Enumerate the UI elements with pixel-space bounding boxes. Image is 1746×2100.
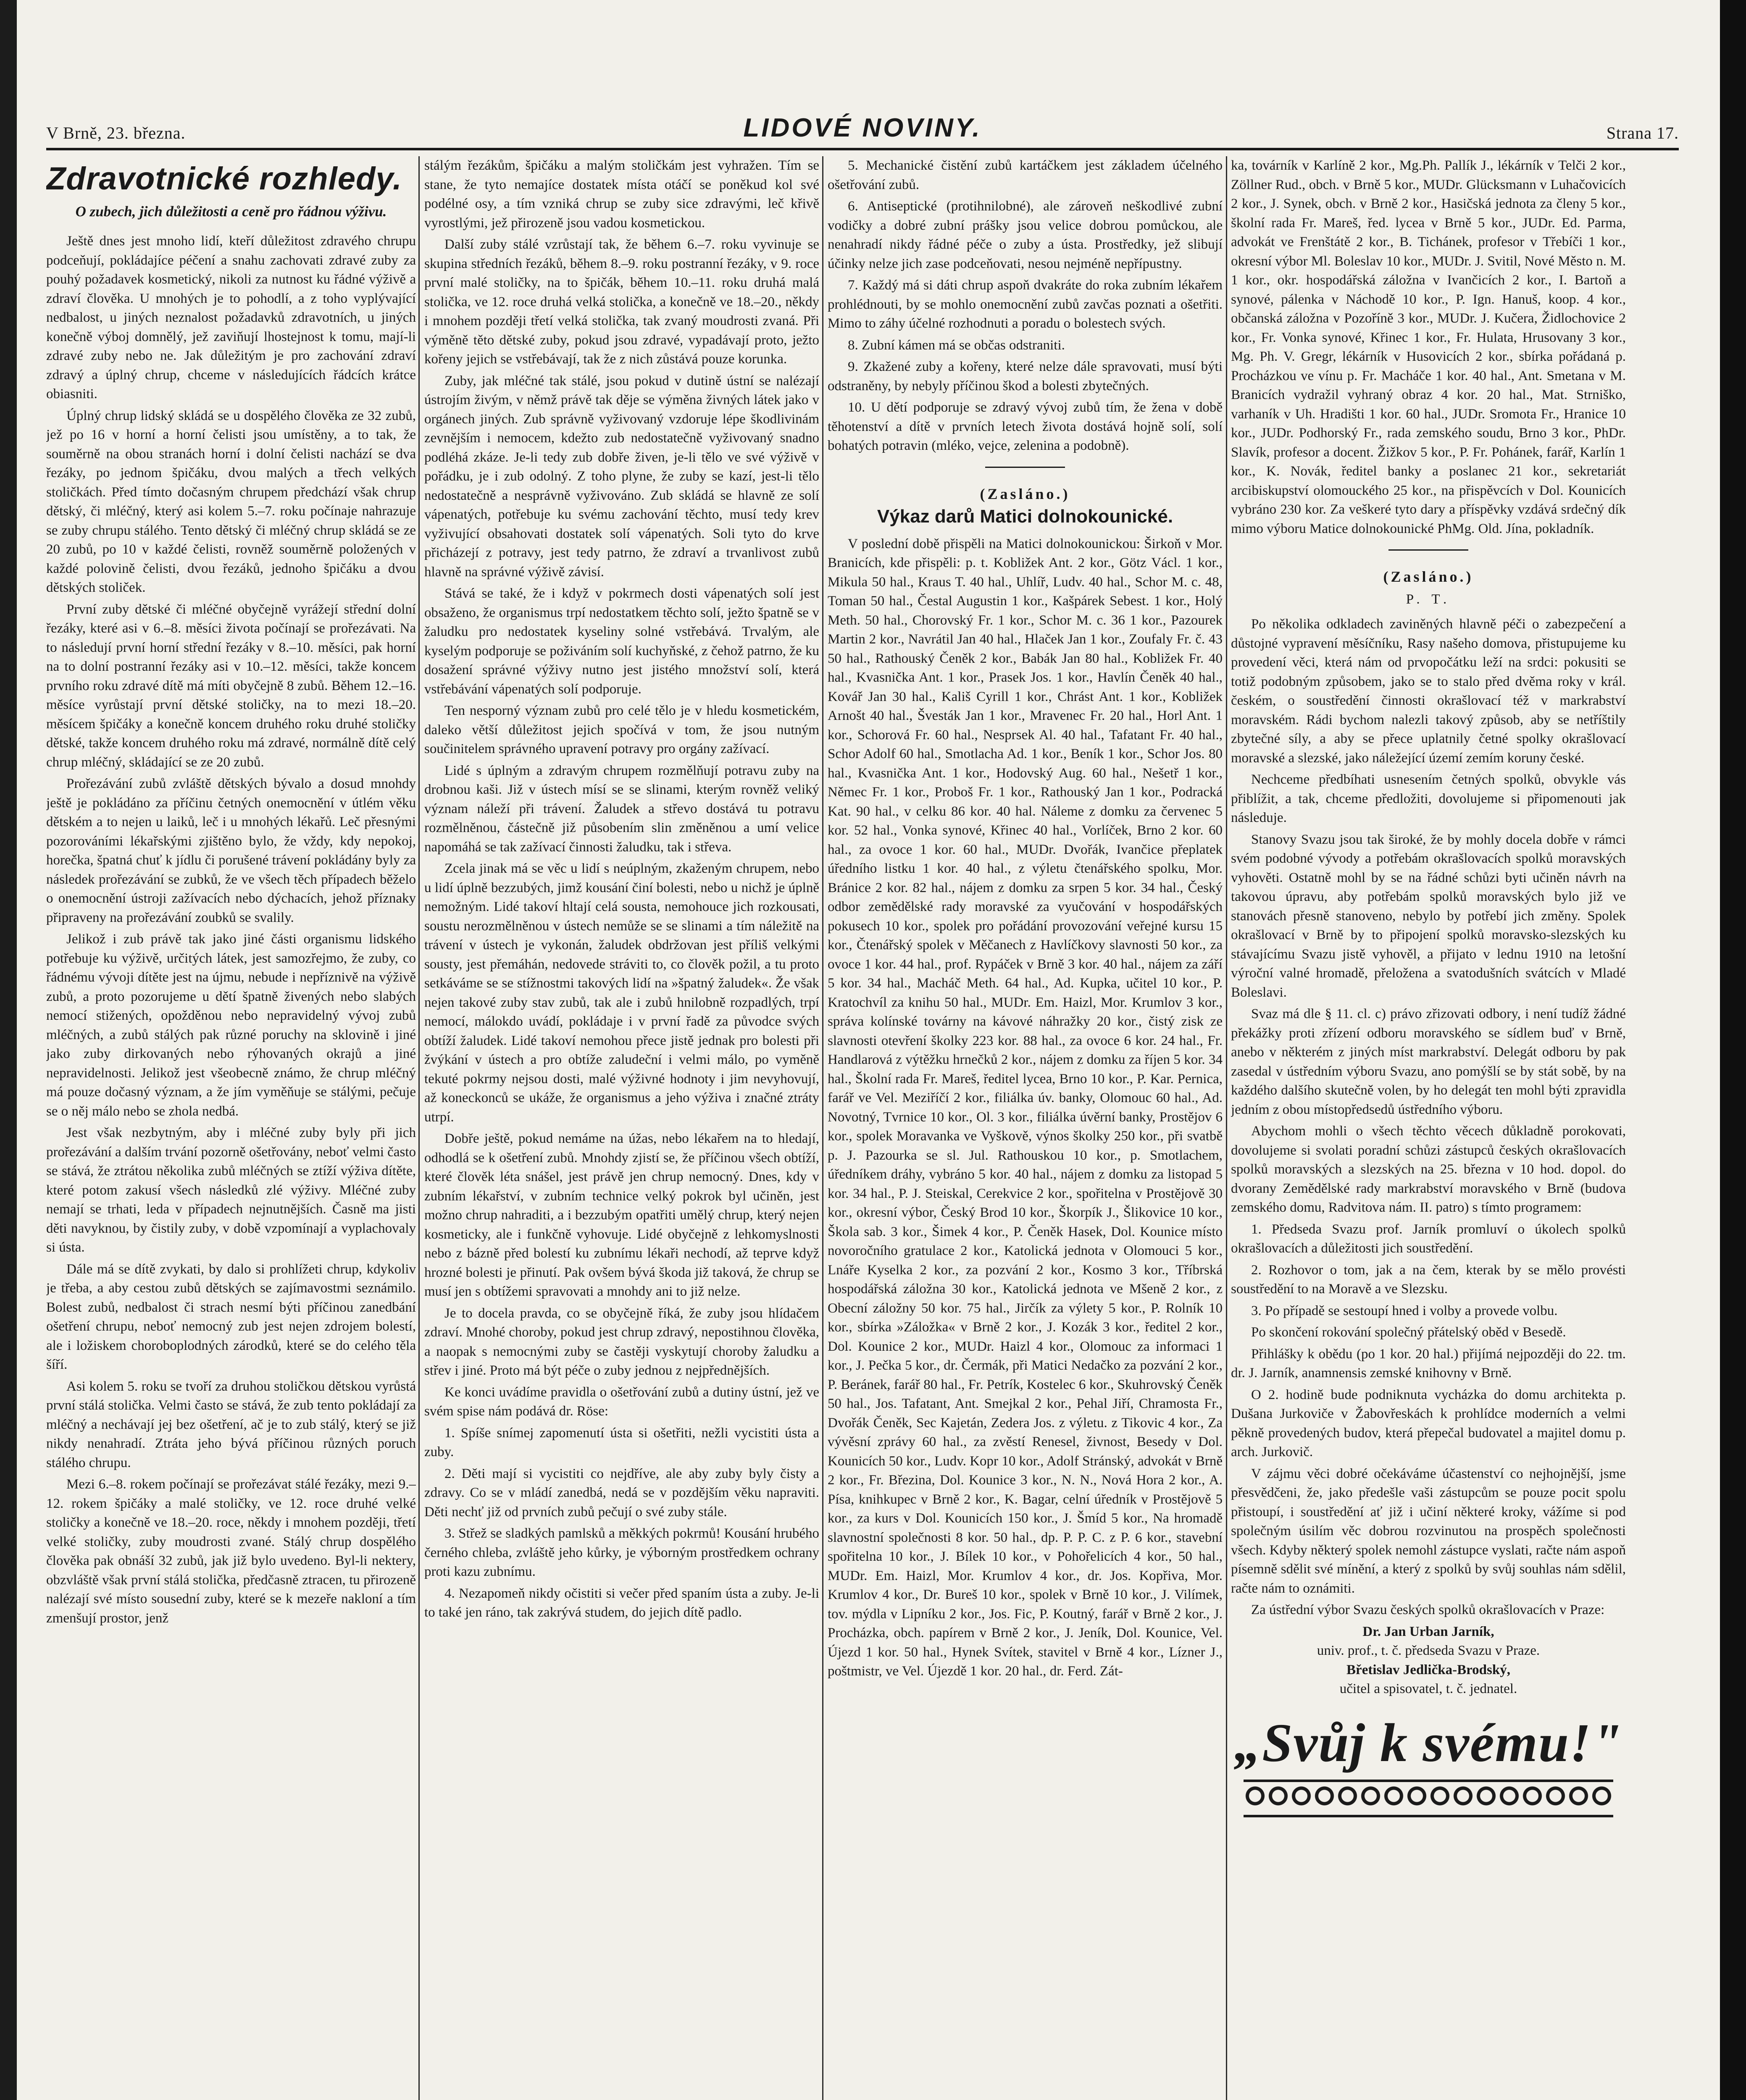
list-item: 9. Zkažené zuby a kořeny, které nelze dále spravovati, musí býti odstraněny, by nebyly příčinou škod a bolesti zbytečných. (828, 359, 1223, 394)
section-divider (1388, 549, 1468, 551)
paragraph: Stává se také, že i když v pokrmech dosti vápenatých solí jest obsaženo, že organismus trpí nedostatkem těchto solí, ježto špatně se v žaludku pro nedostatek kyseliny solné vstřebává. Trvalým, ale kyselým podporuje se poživáním solí kuchyňské, z čehož patrno, že ku dosažení správné výživy nutno jest jistého množství solí, která vstřebávání vápenatých solí podporuje. (424, 586, 819, 697)
paragraph: Dále má se dítě zvykati, by dalo si prohlížeti chrup, kdykoliv je třeba, a aby cestou zubů dětských se zajímavostmi seznámilo. Bolest zubů, nedbalost či strach nesmí býti příčinou zanedbání ošetření chrupu, neboť nemocný zub jest nejen zdrojem bolestí, ale i ložiskem choroboplodných zárodků, které se do celého těla šíří. (46, 1261, 416, 1372)
paragraph: ka, továrník v Karlíně 2 kor., Mg.Ph. Pallík J., lékárník v Telči 2 kor., Zöllner Rud., obch. v Brně 5 kor., MUDr. Glücksmann v Luhačovicích 2 kor., J. Synek, obch. v Brně 2 kor., Hasičská jednota za členy 5 kor., školní rada Fr. Mareš, řed. lycea v Brně 5 kor., JUDr. Ed. Parma, advokát ve Frenštátě 2 kor., B. Tichánek, profesor v Třebíči 1 kor., okresní výbor Ml. Boleslav 10 kor., MUDr. J. Svitil, Nové Město n. M. 1 kor., okr. hospodářská záložna v Ivančicích 2 kor., I. Bartoň a synové, pálenka v Náchodě 10 kor., P. Ign. Hanuš, koop. 4 kor., občanská záložna v Pozoříně 3 kor., MUDr. J. Kučera, Židlochovice 2 kor., Fr. Vonka synové, Křinec 1 kor., Fr. Hulata, Hrusovany 3 kor., Mg. Ph. V. Gregr, lékárník v Husovicích 2 kor., sbírka pořádaná p. Procházkou ve vínu p. Fr. Macháče 1 kor. 40 hal., Ant. Smetana v M. Branicích vydražil vyhraný obraz 4 kor. 20 hal., Mat. Strniško, varhaník v Uh. Hradišti 1 kor. 60 hal., JUDr. Sromota Fr., Hranice 10 kor., JUDr. Podhorský Fr., rada zemského soudu, Brno 3 kor., PhDr. Slavík, profesor a docent. Žižkov 5 kor., P. Fr. Pohánek, farář, Karlín 1 kor., K. Novák, ředitel banky a poslanec 21 kor., sekretariát arcibiskupství olomouckého 25 kor., na přispěvcích v Dol. Kounicích vybráno 230 kor. Za veškeré tyto dary a příspěvky vzdává srdečný dík mimo výboru Matice dolnokounické PhMg. Old. Jína, pokladník. (1231, 158, 1626, 536)
paragraph: Další zuby stálé vzrůstají tak, že během 6.–7. roku vyvinuje se skupina středních řezáků, během 8.–9. roku postranní řezáky, v 9. roce první malé stoličky, na to špičák, během 10.–11. roku druhá malá stolička, ve 12. roce druhá velká stolička, a konečně ve 18.–20., někdy i mnohem později třetí velká stolička, tak zvaný moudrosti zvaná. Při výměně těto dětské zuby, pokud jsou zdravé, vypadávají proto, ježto kořeny jejich se vstřebávají, tak že z nich zůstává pouze korunka. (424, 237, 819, 367)
signer-title: univ. prof., t. č. předseda Svazu v Praze. (1317, 1643, 1540, 1658)
salutation: P. T. (1406, 591, 1451, 607)
scan-edge-left (0, 0, 17, 2100)
masthead-title: LIDOVÉ NOVINY. (743, 113, 982, 142)
column-3 (828, 156, 1223, 2100)
list-item: 3. Po případě se sestoupí hned i volby a provede volbu. (1251, 1303, 1558, 1318)
paragraph: Stanovy Svazu jsou tak široké, že by mohly docela dobře v rámci svém podobné vývody a potřebám okrašlovacích spolků moravských vyhověti. Ostatně mohl by se na řádné schůzi byti učiněn návrh na takovou úpravu, aby potřebám spolků moravských bylo již ve stanovách přesně stanoveno, nebylo by potřebí jich změny. Spolek okrašlovací v Brně by to připojení spolků moravsko-slezských ku stávajícímu Svazu jistě vyhověl, a přijato v lednu 1910 na letošní výroční valné hromadě, přeložena a svatodušních svátcích v Mladé Boleslavi. (1231, 832, 1626, 1000)
paragraph: Ještě dnes jest mnoho lidí, kteří důležitost zdravého chrupu podceňují, pokládajíce péčení a snahu zachovati zdravé zuby za pouhý požadavek kosmetický, nikoli za nutnost ku řádné výživě a zdraví člověka. U mnohých je to pohodlí, a z toho vyplývající nedbalost, u jiných neznalost požadavků zdravotních, u jiných konečně výboj domnělý, jež zaviňují lhostejnost k tomu, mají-li zdravé zuby nebo ne. Jak důležitým je pro zachování zdraví zdravý a úplný chrup, chceme v následujících řádcích krátce obiasniti. (46, 234, 416, 402)
scan-edge-right (1720, 0, 1746, 2100)
paragraph: Úplný chrup lidský skládá se u dospělého člověka ze 32 zubů, jež po 16 v horní a horní čelisti jsou umístěny, a to tak, že souměrně na obou stranách horní i dolní čelisti nachází se dva řezáky, po jednom špičáku, dvou malých a třech velkých stoličkách. Před tímto dočasným chrupem předchází však chrup dětský, či mléčný, který asi kolem 5.–7. roku počínaje nahrazuje se zuby chrupu stálého. Tento dětský či mléčný chrup skládá se ze 20 zubů, po 10 v každé čelisti, rovněž souměrně položených v každé polovině čelisti, dvou řezáků, jednoho špičáku a dvou dětských stoliček. (46, 408, 416, 595)
paragraph: Zcela jinak má se věc u lidí s neúplným, zkaženým chrupem, nebo u lidí úplně bezzubých, jimž kousání činí bolesti, nebo u nichž je úplně nemožným. Lidé takoví hltají celá sousta, nemohouce jich rozkousati, soustu nerozmělněnou v ústech nemůže se se slinami a tím náležitě na trávení v ústech je vykonán, žaludek obdržovan jest příliš velkými sousty, jest přemáhán, nedovede stráviti to, co člověk požil, a tu proto setkáváme se se stížnostmi takových lidí na »špatný žaludek«. Že však nejen takové zuby stav zubů, tak ale i zubů hnilobně rozpadlých, trpí nemocí, málokdo uvádí, pokládaje i v první řadě za původce svých obtíží žaludek. Lidé takoví nemohou přece jistě jednak pro bolesti při žvýkání v ústech a pro obtíže zaludeční i velmi málo, po vyměně tekuté pokrmy nejsou dosti, malé výživné hodnoty i jim nevyhovují, až koneckonců se ukáže, že organismus a jeho výživa i značné ztráty utrpí. (424, 861, 819, 1125)
paragraph: Svaz má dle § 11. cl. c) právo zřizovati odbory, i není tudíž žádné překážky proti zřízení odboru moravského se sídlem buď v Brně, anebo v některém z jiných míst markrabství. Delegát odboru by pak zasedal v ústředním výboru Svazu, ano pomýšlí se by stát sobě, by na každého dalšího skutečně volen, by ho delegát ten mohl býti zpravidla jedním z obou místopředsedů ústředního výboru. (1231, 1006, 1626, 1117)
paragraph: Dobře ještě, pokud nemáme na úžas, nebo lékařem na to hledají, odhodlá se k ošetření zubů. Mnohdy zjistí se, že příčinou všech obtíží, které člověk léta snášel, jest právě jen chrup nemocný. Dnes, kdy v zubním lékařství, v zubním technice velký pokrok byl učiněn, jest možno chrup nahraditi, a i bezzubým opatřiti umělý chrup, který nejen kosmeticky, ale i funkčně vyhovuje. Lidé obyčejně z lehkomyslnosti nebo z bázně před bolestí ku zubnímu lékaři nechodí, až teprve když hrozné bolesti je přinutí. Pak ovšem bývá škoda již taková, že chrup se musí jen s obtížemi spravovati a mnohdy ani to již nelze. (424, 1131, 819, 1299)
list-item: 1. Spíše snímej zapomenutí ústa si ošetřiti, nežli vycistiti ústa a zuby. (424, 1425, 819, 1460)
paragraph: stálým řezákům, špičáku a malým stoličkám jest vyhražen. Tím se stane, že tyto nemajíce dostatek místa otáčí se poněkud kol své podélné osy, a tím vzniká chrup se zuby sice zdravými, leč křivě vyrostlými, jež přirozeně jsou vadou kosmetickou. (424, 158, 819, 231)
paragraph: Zuby, jak mléčné tak stálé, jsou pokud v dutině ústní se nalézají ústrojím živým, v němž právě tak děje se výměna živných látek jako v orgánech jiných. Zub správně vyživovaný vzdoruje lépe škodlivinám zevnějším i nemocem, kdežto zub nedostatečně vyživovaný snadno podléhá zkáze. Je-li tedy zub dobře živen, je-li tělo ve své výživě v pořádku, je i zub odolný. Z toho plyne, že zuby se kazí, jest-li tělo nedostatečně a nesprávně vyživováno. Zub skládá se hlavně ze solí vápenatých, potřebuje ku svému zachování těchto, musí tedy krev vyživující obsahovati dostatek solí vápenatých. Soli tyto do krve přicházejí z potravy, jest tedy patrno, že zdraví a trvanlivost zubů hlavně na správné výživě závisí. (424, 373, 819, 580)
paragraph: Přihlášky k obědu (po 1 kor. 20 hal.) přijímá nejpozději do 22. tm. dr. J. Jarník, anamnensis zemské knihovny v Brně. (1231, 1346, 1626, 1381)
paragraph: Ten nesporný význam zubů pro celé tělo je v hledu kosmetickém, daleko větší důležitost jejich spočívá v tom, že jsou nutným součinitelem správného upravení potravy pro orgány zažívací. (424, 703, 819, 756)
section-tag-zaslano: (Zasláno.) (980, 485, 1070, 502)
article-title-health: Zdravotnické rozhledy. (46, 161, 402, 197)
paragraph: V poslední době přispěli na Matici dolnokounickou: Širkoň v Mor. Branicích, kde přispěli: p. t. Kobližek Ant. 2 kor., Götz Václ. 1 kor., Mikula 50 hal., Kraus T. 40 hal., Uhlíř, Ludv. 40 hal., Schor M. c. 48, Toman 50 hal., Čestal Augustin 1 kor., Kašpárek Sebest. 1 kor., Holý Meth. 50 hal., Chorovský Fr. 1 kor., Schor M. c. 36 1 kor., Pazourek Martin 2 kor., Navrátil Jan 40 hal., Hlaček Jan 1 kor., Zoufaly Fr. č. 43 50 hal., Rathouský Čeněk 2 kor., Babák Jan 80 hal., Kobližek Fr. 40 hal., Kvasnička Ant. 1 kor., Prasek Jos. 1 kor., Havlín Čeněk 40 hal., Kovář Jan 30 hal., Kališ Cyrill 1 kor., Chrást Ant. 1 kor., Kobližek Arnošt 40 hal., Švesták Jan 1 kor., Mravenec Fr. 20 hal., Horl Ant. 1 kor., Schorová Fr. 60 hal., Nesprsek Al. 40 hal., Tafatant Fr. 40 hal., Schor Adolf 60 hal., Smotlacha Ad. 1 kor., Beník 1 kor., Schor Jos. 80 hal., Kvasnička Ant. 1 kor., Hodovský Aug. 60 hal., Nešetř 1 kor., Němec Fr. 1 kor., Proboš Fr. 1 kor., Rathouský Jan 1 kor., Podracká Kat. 90 hal., v celku 86 kor. 40 hal. Náleme z domku za červenec 5 kor. 52 hal., Vonka synové, Křinec 40 hal., Vorlíček, Brno 2 kor. 60 hal., za ovoce 1 kor. 60 hal., MUDr. Dvořák, Ivančice přeplatek úředního listku 1 kor. 40 hal., z výletu čtenářského spolku, Mor. Bránice 2 kor. 82 hal., nájem z domku za srpen 5 kor. 34 hal., Český odbor zemědělské rady moravské za vyučování v hospodářských pokusech 10 kor., spolek pro pořádání provozování veřejné kursu 15 kor., Čtenářský spolek v Měčanech z Havlíčkovy slavnosti 50 kor., za ovoce 1 kor. 44 hal., prof. Rypáček v Brně 3 kor. 40 hal., nájem za září 5 kor. 34 hal., Macháč Meth. 64 hal., Ad. Kupka, učitel 10 kor., P. Kratochvíl za knihu 50 hal., MUDr. Em. Haizl, Mor. Krumlov 3 kor., správa kolínské továrny na kávové náhražky 20 kor., čistý zisk ze slavnosti otevření školky 223 kor. 88 hal., za ovoce 6 kor. 24 hal., Fr. Handlarová z výtěžku hrnečků 2 kor., nájem z domku za říjen 5 kor. 34 hal., Školní rada Fr. Mareš, ředitel lycea, Brno 10 kor., P. Kar. Pernica, farář ve Vel. Meziříčí 2 kor., filiálka úv. banky, Olomouc 60 hal., Ad. Novotný, Tvrnice 10 kor., Ol. 3 kor., filiálka úvěrní banky, Prostějov 6 kor., spolek Moravanka ve Vyškově, výnos školky 250 kor., při svatbě p. J. Pazourka se sl. Jul. Rathouskou 10 kor., p. Smotlachem, úředníkem dráhy, vybráno 5 kor. 40 hal., nájem z domku za listopad 5 kor. 34 hal., P. J. Steiskal, Cerekvice 2 kor., spořitelna v Prostějově 30 kor., okresní výbor, Český Brod 10 kor., Škorpík J., Šlikovice 10 kor., Škola sab. 3 kor., Šimek 4 kor., P. Čeněk Hasek, Dol. Kounice místo novoročního gratulace 2 kor., Katolická jednota v Olomouci 5 kor., Lnáře Kyselka 2 kor., za pozvání 2 kor., Kosmo 3 kor., Tříbrská hospodářská záložna 30 kor., Katolická jednota ve Mšeně 2 kor., z Obecní záložny 50 kor. 75 hal., Jirčík za výlety 5 kor., P. Rolník 10 kor., sbírka »Záložka« v Brně 2 kor., J. Kozák 3 kor., ředitel 2 kor., Dol. Kounice 2 kor., MUDr. Haizl 4 kor., Olomouc za informaci 1 kor., J. Pečka 5 kor., dr. Čermák, při Matici Nedačko za pozvání 2 kor., P. Beránek, farář 80 hal., Fr. Petrík, Kostelec 6 kor., Skuhrovský Čeněk 50 hal., Jos. Tafatant, Ant. Smejkal 2 kor., Pehal Jiří, Chramosta Fr., Dvořák Čeněk, Sec Kajetán, Zedera Jos. z výletu. z Tikovic 4 kor., Za vývěsní zprávy 60 hal., za zvěstí Renesel, živnost, Besedy v Dol. Kounicích 50 kor., Ludv. Kopr 10 kor., Adolf Stránský, advokát v Brně 2 kor., Fr. Březina, Dol. Kounice 3 kor., N. N., Nová Hora 2 kor., A. Písa, knihkupec v Brně 2 kor., K. Bagar, celní úředník v Prostějově 5 kor., za kurs v Dol. Kounicích 150 kor., J. Šmíd 5 kor., Na hromadě slavnostní společnosti 8 kor. 50 hal., dp. P. P. C. z P. 6 kor., stavební spořitelna 10 kor., J. Bílek 10 kor., v Pohořelicích 4 kor., 50 hal., MUDr. Em. Haizl, Mor. Krumlov 4 kor., dr. Jos. Kopřiva, Mor. Krumlov 4 kor., Dr. Bureš 10 kor., spolek v Brně 10 kor., J. Vilímek, tov. mýdla v Lipníku 2 kor., Jos. Fic, P. Koutný, farář v Brně 2 kor., J. Procházka, obch. papírem v Brně 2 kor., J. Jeník, Dol. Kounice, Vel. Újezd 1 kor. 50 hal., Hynek Svítek, stavitel v Brně 4 kor., Lízner J., poštmistr, ve Vel. Újezdě 1 kor. 20 hal., dr. Ferd. Zát- (828, 536, 1223, 1679)
motto-block (1231, 1712, 1626, 1817)
paragraph: Nechceme předbíhati usnesením četných spolků, obvykle vás přiblížit, a tak, chceme předložiti, dovolujeme si připomenouti jak následuje. (1231, 772, 1626, 825)
signer-title: učitel a spisovatel, t. č. jednatel. (1339, 1681, 1517, 1696)
list-item: 4. Nezapomeň nikdy očistiti si večer před spaním ústa a zuby. Je-li to také jen ráno, tak zakrývá studem, do jejich dítě padlo. (424, 1586, 819, 1620)
list-item: 7. Každý má si dáti chrup aspoň dvakráte do roka zubním lékařem prohlédnouti, by se mohlo onemocnění zubů zavčas poznati a ošetřiti. Mimo to záhy účelné rozhodnuti a poradu o bolestech svých. (828, 278, 1223, 331)
paragraph: Jelikož i zub právě tak jako jiné části organismu lidského potřebuje ku výživě, určitých látek, jest samozřejmo, že zuby, co řádnému vývoji dítěte jest na újmu, nebude i nepříznivě na výživě zubů, a proto pozorujeme u dětí špatně živených nebo slabých nemocí stižených, opožděnou nebo nepravidelný vývoj zubů mléčných, a zubů stálých pak různé poruchy na sklovině i jiné jako zuby dirkovaných nebo rýhovaných okrajů a jiné nepravidelnosti. Jelikož jest všeobecně známo, že chrup mléčný má pouze dočasný význam, a že jím vyměňuje se stálými, pečuje se o něj málo nebo se zhola nedbá. (46, 932, 416, 1119)
paragraph: V zájmu věci dobré očekáváme účastenství co nejhojnější, jsme přesvědčeni, že, jako předešle vaši zástupcům se pouze pocit spolu přistoupí, i soustředění ať již i učiní některé kroky, vážíme si pod společným úsilím věc dobrou rozvinutou na prospěch společnosti všech. Kdyby některý spolek nemohl zástupce vyslati, račte nám aspoň písemně sdělit své mínění, a který z spolků by svůj souhlas nám sdělil, račte nám to oznámiti. (1231, 1466, 1626, 1596)
column-divider (822, 156, 823, 2100)
list-item: 8. Zubní kámen má se občas odstraniti. (848, 337, 1065, 353)
column-divider (418, 156, 420, 2100)
motto-text: „Svůj k svému!" (1234, 1712, 1623, 1773)
section-title-donations: Výkaz darů Matici dolnokounické. (877, 506, 1173, 527)
paragraph: Po několika odkladech zaviněných hlavně péči o zabezpečení a důstojné vypravení měsíčníku, Rasy našeho domova, přistupujeme ku provedení věci, která nám od prvopočátku leží na srdci: pokusiti se totiž podobným způsobem, jako se to stalo před dvěma roky v král. českém, o soustředění činnosti okrašlovací též v markrabství moravském. Rádi bychom nalezli takový způsob, aby se netříštily zbytečné síly, a aby se přece uplatnily četné spolky okrašlovací moravské a slezské, jako náležející území zemím koruny české. (1231, 617, 1626, 766)
ornament-border (1244, 1780, 1613, 1817)
list-item: 3. Střež se sladkých pamlsků a měkkých pokrmů! Kousání hrubého černého chleba, zvláště jeho kůrky, je výborným prostředkem ochrany proti kazu zubnímu. (424, 1526, 819, 1579)
column-1 (46, 156, 416, 2100)
paragraph: Za ústřední výbor Svazu českých spolků okrašlovacích v Praze: (1251, 1602, 1605, 1617)
paragraph: Mezi 6.–8. rokem počínají se prořezávat stálé řezáky, mezi 9.–12. rokem špičáky a malé stoličky, ve 12. roce druhé velké stoličky a konečně ve 18.–20. roce, někdy i mnohem později, třetí velké stoličky, zuby moudrosti zvané. Stálý chrup dospělého člověka pak obnáší 32 zubů, jak již bylo uvedeno. Byl-li nektery, obzvláště však první stálá stolička, předčasně ztracen, tu přirozeně nalézají své místo sousední zuby, které se k mezeře nakloní a tím zmenšují prostor, jenž (46, 1477, 416, 1626)
paragraph: Lidé s úplným a zdravým chrupem rozmělňují potravu zuby na drobnou kaši. Již v ústech mísí se se slinami, kterým rovněž veliký význam náleží při trávení. Žaludek a střevo dostává tu potravu rozmělněnou, částečně již působením slin změněnou a umí velice napomáhá se tak zažívací činnosti žaludku, tak i střeva. (424, 763, 819, 855)
paragraph: Jest však nezbytným, aby i mléčné zuby byly při jich prořezávání a dalším trvání pozorně ošetřovány, neboť velmi často se stává, že ztrátou několika zubů mléčných se ztíží výživa dítěte, které potom zakusí všech následků zlé výživy. Mléčné zuby nemají se trhati, leda v případech nejnutnějších. Časně ma jisti děti navyknou, by čistily zuby, v době vzpomínají a vyplachovaly si ústa. (46, 1125, 416, 1255)
paragraph: Abychom mohli o všech těchto věcech důkladně porokovati, dovolujeme si svolati poradní schůzi zástupců českých okrašlovacích spolků moravských a slezských na 25. března v 10 hod. dopol. do dvorany Zemědělské rady markrabství moravského v Brně (budova zemského domu, Radvitova nám. II. patro) s tímto programem: (1231, 1124, 1626, 1215)
paragraph: Po skončení rokování společný přátelský oběd v Besedě. (1251, 1325, 1566, 1340)
section-tag-zaslano: (Zasláno.) (1383, 568, 1474, 585)
list-item: 10. U dětí podporuje se zdravý vývoj zubů tím, že žena v době těhotenství a dítě v prvních letech života dostává hojně solí, solí bohatých potravin (mléko, vejce, zelenina a podobně). (828, 400, 1223, 453)
header-page-number: Strana 17. (1606, 123, 1679, 142)
paragraph: Prořezávání zubů zvláště dětských bývalo a dosud mnohdy ještě je pokládáno za příčinu četných onemocnění v útlém věku dětském a to nejen u laiků, leč i u mnohých lékařů. Leč přesnými pozorováními lékařskými zjištěno bylo, že vždy, kdy nepokoj, horečka, špatná chuť k jídlu či porušené trávení pokládány byly za následek prořezávání se zubků, že ve všech těch případech běželo o onemocnění ústroji zažívacích nebo dýchacích, jehož příznaky připraveny na prořezávání zoubků se svalily. (46, 776, 416, 925)
list-item: 2. Děti mají si vycistiti co nejdříve, ale aby zuby byly čisty a zdravy. Co se v mládí zanedbá, nedá se v pozdějším věku napraviti. Děti nechť již od prvních zubů pečují o své zuby stále. (424, 1466, 819, 1520)
header-rule (46, 148, 1679, 150)
paragraph: Je to docela pravda, co se obyčejně říká, že zuby jsou hlídačem zdraví. Mnohé choroby, pokud jest chrup zdravý, nepostihnou člověka, a naopak s nemocnými zuby se častěji vyskytují choroby žaludku a střev i jiné. Proto má být péče o zuby jednou z nejpřednějších. (424, 1305, 819, 1378)
header-date: V Brně, 23. března. (46, 123, 186, 142)
page-header (46, 113, 1679, 143)
paragraph: Asi kolem 5. roku se tvoří za druhou stoličkou dětskou vyrůstá první stálá stolička. Velmi často se stává, že zub tento pokládají za mléčný a nechávají jej bez ošetření, ač je to zub stálý, který se již nikdy nenahradí. Ztráta jeho bývá příčinou různých poruch stálého chrupu. (46, 1378, 416, 1470)
list-item: 2. Rozhovor o tom, jak a na čem, kterak by se mělo provésti soustředění to na Moravě a ve Slezsku. (1231, 1262, 1626, 1297)
column-divider (1226, 156, 1227, 2100)
paragraph: Ke konci uvádíme pravidla o ošetřování zubů a dutiny ústní, jež ve svém spise nám podává dr. Röse: (424, 1384, 819, 1419)
section-divider (985, 467, 1065, 468)
signer-name: Břetislav Jedlička-Brodský, (1346, 1662, 1510, 1677)
paragraph: První zuby dětské či mléčné obyčejně vyrážejí střední dolní řezáky, které asi v 6.–8. měsíci života počínají se prořezávati. Na to následují první horní střední řezáky v 8.–10. měsíci, pak horní na to dolní postranní řezáky asi v 10.–12. měsíci, takže koncem prvního roku zdravé dítě má míti obyčejně 8 zubů. Během 12.–16. měsíce vyrůstají první dětské stoličky, na to mezi 18.–20. měsícem špičáky a konečně koncem druhého roku druhé stoličky dětské, takže koncem druhého roku má zdravé, normálně dítě celý chrup mléčný, skládající se ze 20 zubů. (46, 601, 416, 770)
list-item: 6. Antiseptické (protihnilobné), ale zároveň neškodlivé zubní vodičky a dobré zubní prášky jsou velice dobrou pomůckou, ale nenahradí nikdy řádné péče o zuby a ústa. Prostředky, jež slibují účinky nelze jich zase podceňovati, nesou nejméně nepřípustny. (828, 199, 1223, 271)
signer-name: Dr. Jan Urban Jarník, (1362, 1624, 1494, 1639)
column-4 (1231, 156, 1626, 2100)
paragraph: O 2. hodině bude podniknuta vycházka do domu architekta p. Dušana Jurkoviče v Žabovřeskách k prohlídce moderních a velmi pěkně provedených budov, která přepečal budovatel a majitel domu p. arch. Jurkovič. (1231, 1387, 1626, 1460)
list-item: 5. Mechanické čistění zubů kartáčkem jest základem účelného ošetřování zubů. (828, 158, 1223, 192)
article-subtitle-teeth: O zubech, jich důležitosti a ceně pro řádnou výživu. (75, 203, 387, 220)
column-2 (424, 156, 819, 2100)
list-item: 1. Předseda Svazu prof. Jarník promluví o úkolech spolků okrašlovacích a důležitosti jich soustředění. (1231, 1221, 1626, 1256)
